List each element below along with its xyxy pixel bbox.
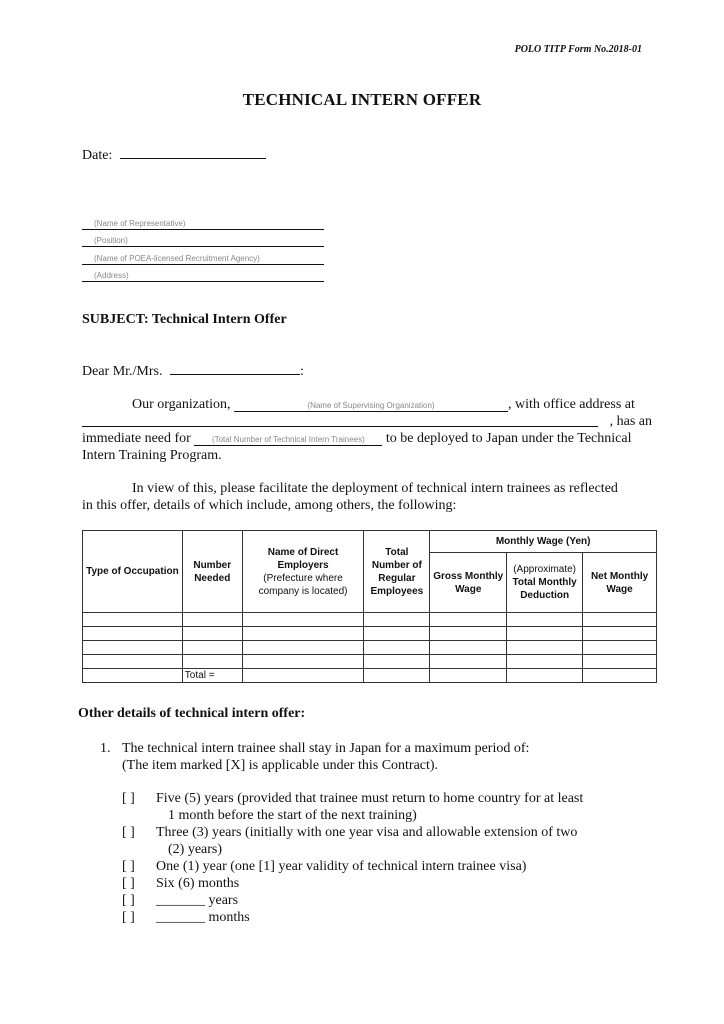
agency-name-field[interactable]	[82, 247, 324, 265]
option-checkbox[interactable]: [ ]	[122, 791, 135, 806]
option-five-years	[122, 790, 662, 824]
office-address-field[interactable]	[82, 413, 598, 427]
header-total-deduction	[507, 553, 583, 613]
option-custom-months	[122, 909, 662, 926]
option-three-years	[122, 824, 662, 858]
header-net-monthly-wage: Net Monthly Wage	[583, 553, 657, 613]
option-checkbox[interactable]: [ ]	[122, 910, 135, 925]
item-1-number: 1.	[100, 741, 111, 756]
organization-hint: (Name of Supervising Organization)	[307, 401, 435, 410]
representative-hint: (Name of Representative)	[94, 218, 186, 228]
addressee-name-field[interactable]	[170, 362, 300, 375]
header-type-of-occupation: Type of Occupation	[83, 531, 183, 613]
wage-table	[82, 530, 657, 683]
table-row	[83, 627, 657, 641]
option-text-cont: 1 month before the start of the next training)	[168, 808, 417, 823]
item-1-note: (The item marked [X] is applicable under this Contract).	[122, 758, 439, 773]
item-1	[100, 740, 660, 774]
address-hint: (Address)	[94, 271, 129, 280]
option-checkbox[interactable]: [ ]	[122, 876, 135, 891]
option-text-cont: (2) years)	[168, 842, 223, 857]
para2-line1: In view of this, please facilitate the deployment of technical intern trainees as reflected	[132, 481, 618, 496]
subject-line: SUBJECT: Technical Intern Offer	[82, 312, 287, 327]
salutation	[82, 362, 304, 380]
para1-line4: Intern Training Program.	[82, 448, 222, 463]
date-label: Date:	[82, 148, 113, 163]
table-row	[83, 655, 657, 669]
header-direct-employers-title: Name of Direct Employers	[267, 546, 339, 571]
para1-line2-end: , has an	[609, 414, 652, 429]
para1-line3-start: immediate need for	[82, 431, 191, 446]
header-gross-monthly-wage: Gross Monthly Wage	[430, 553, 507, 613]
representative-name-field[interactable]	[82, 212, 324, 230]
para1-line3-end: to be deployed to Japan under the Technical	[385, 431, 632, 446]
header-regular-employees: Total Number of Regular Employees	[364, 531, 430, 613]
item-1-text: The technical intern trainee shall stay in Japan for a maximum period of:	[122, 741, 530, 756]
header-monthly-wage: Monthly Wage (Yen)	[430, 531, 657, 553]
salutation-label: Dear Mr./Mrs.	[82, 364, 163, 379]
option-text[interactable]: _______ months	[156, 910, 250, 925]
option-text: Six (6) months	[156, 876, 240, 891]
header-deduction-title: Total Monthly Deduction	[512, 577, 577, 601]
para1-end: , with office address at	[508, 397, 635, 412]
stay-period-options	[122, 790, 662, 926]
address-field[interactable]	[82, 265, 324, 283]
paragraph-deployment	[82, 480, 652, 514]
trainee-count-field[interactable]	[194, 432, 382, 446]
option-one-year	[122, 858, 662, 875]
option-text: One (1) year (one [1] year validity of technical intern trainee visa)	[156, 859, 527, 874]
form-number: POLO TITP Form No.2018-01	[514, 44, 642, 55]
agency-hint: (Name of POEA-licensed Recruitment Agency)	[94, 253, 260, 263]
trainee-count-hint: (Total Number of Technical Intern Trainees)	[211, 435, 365, 444]
option-text[interactable]: _______ years	[156, 893, 239, 908]
header-direct-employers	[242, 531, 364, 613]
salutation-colon: :	[300, 364, 304, 379]
option-checkbox[interactable]: [ ]	[122, 859, 135, 874]
table-total-row	[83, 669, 657, 683]
date-field[interactable]	[120, 146, 266, 159]
organization-name-field[interactable]	[234, 398, 508, 412]
recipient-address-block	[82, 212, 324, 282]
other-details-heading: Other details of technical intern offer:	[78, 706, 306, 721]
para2-line2: in this offer, details of which include, among others, the following:	[82, 498, 457, 513]
paragraph-organization	[82, 396, 652, 464]
option-custom-years	[122, 892, 662, 909]
option-six-months	[122, 875, 662, 892]
header-direct-employers-sub: (Prefecture where company is located)	[258, 572, 348, 597]
date-row	[82, 146, 266, 164]
position-hint: (Position)	[94, 236, 128, 245]
position-field[interactable]	[82, 230, 324, 248]
para1-start: Our organization,	[132, 397, 231, 412]
page-title: TECHNICAL INTERN OFFER	[242, 90, 482, 109]
option-checkbox[interactable]: [ ]	[122, 825, 135, 840]
table-row	[83, 641, 657, 655]
option-checkbox[interactable]: [ ]	[122, 893, 135, 908]
header-number-needed: Number Needed	[182, 531, 242, 613]
option-text: Five (5) years (provided that trainee must return to home country for at least	[156, 791, 584, 806]
table-row	[83, 613, 657, 627]
total-label: Total =	[182, 669, 242, 683]
header-deduction-approx: (Approximate)	[513, 564, 577, 575]
option-text: Three (3) years (initially with one year visa and allowable extension of two	[156, 825, 578, 840]
